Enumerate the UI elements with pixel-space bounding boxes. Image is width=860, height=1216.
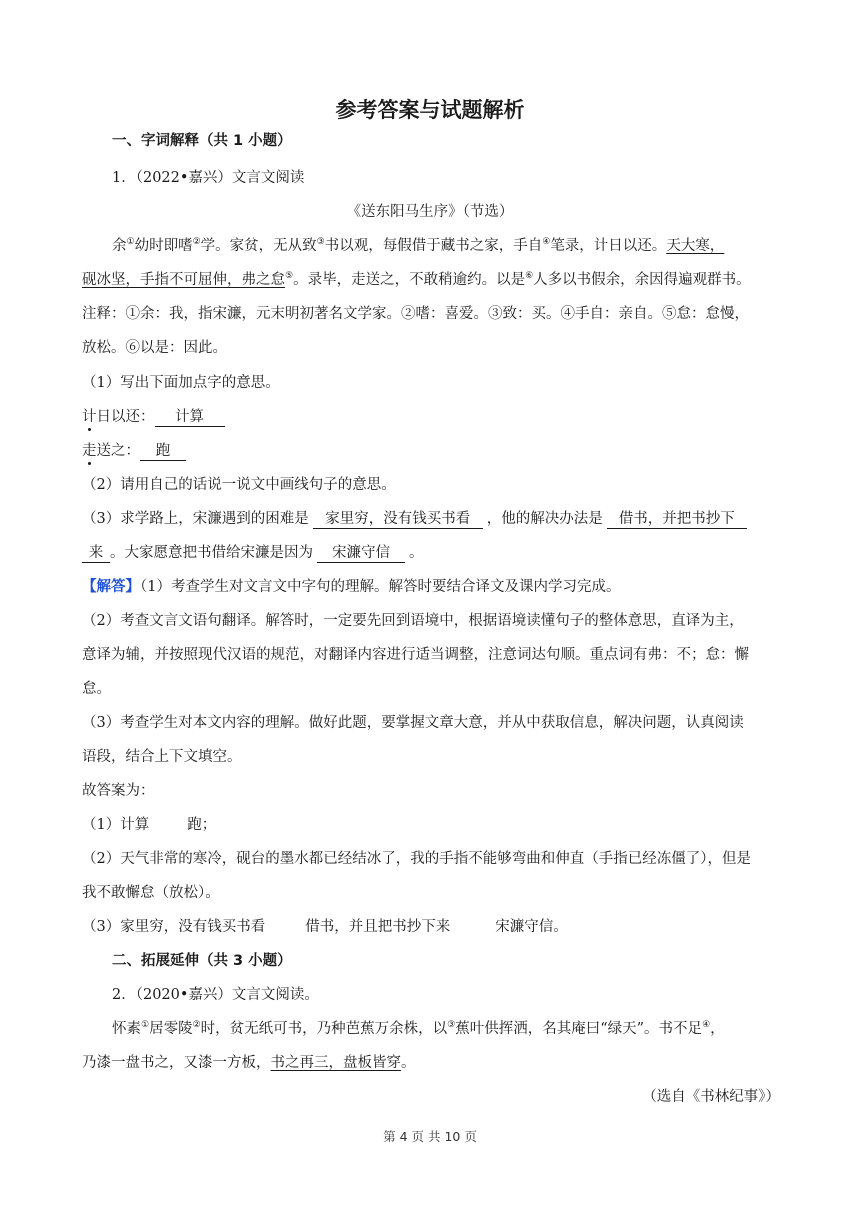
q2-passage-line-1: 怀素①居零陵②时，贫无纸可书，乃种芭蕉万余株，以③蕉叶供挥洒，名其庵曰“绿天”。书不足④， (112, 1020, 725, 1037)
sub-question-3-line-2: 来 。大家愿意把书借给宋濂是因为 宋濂守信 。 (82, 543, 782, 563)
question-1-stem: 1．（2022•嘉兴）文言文阅读 (112, 170, 305, 186)
underlined-sentence: 书之再三，盘板皆穿 (270, 1055, 401, 1071)
footnote-marker: ③ (316, 237, 325, 247)
section-heading-1: 一、字词解释（共 1 小题） (112, 133, 292, 149)
analysis-line-3: 意译为辅，并按照现代汉语的规范，对翻译内容进行适当调整，注意词达句顺。重点词有弗：不；怠：懈 (82, 647, 749, 663)
passage-title: 《送东阳马生序》（节选） (346, 204, 514, 220)
answer-blank: 宋濂守信 (317, 544, 405, 563)
footnote-marker: ③ (447, 1020, 456, 1030)
footnote-marker: ① (141, 1020, 150, 1030)
dotted-char: 计 (82, 409, 97, 425)
q2-source: （选自《书林纪事》） (642, 1089, 780, 1105)
sub-question-3-line-1: （3）求学路上，宋濂遇到的困难是 家里穷，没有钱买书看 ，他的解决办法是 借书，并把书抄下 (82, 509, 782, 529)
answer-blank: 计算 (155, 408, 225, 427)
answer-line-1: （1）计算 跑； (82, 817, 217, 833)
answer-label: 故答案为： (82, 783, 155, 799)
footnote-marker: ④ (542, 237, 551, 247)
underlined-sentence: 砚冰坚，手指不可屈伸，弗之怠 (82, 272, 285, 288)
vocab-item-1: 计日以还： 计算 (82, 407, 782, 427)
sub-question-1: （1）写出下面加点字的意思。 (82, 375, 280, 391)
answer-line-3: 我不敢懈怠（放松）。 (82, 885, 220, 901)
footnote-marker: ② (192, 1020, 201, 1030)
page-title: 参考答案与试题解析 (335, 98, 525, 122)
analysis-line-5: （3）考查学生对本文内容的理解。做好此题，要掌握文章大意，并从中获取信息，解决问题，认真阅读 (82, 715, 744, 731)
page-footer: 第 4 页 共 10 页 (383, 1129, 477, 1144)
underlined-sentence: 天大寒， (666, 238, 725, 254)
passage-line-2: 砚冰坚，手指不可屈伸，弗之怠⑤。录毕，走送之，不敢稍逾约。以是⑥人多以书假余，余因得遍观群书。 (82, 271, 751, 288)
answer-blank: 借书，并把书抄下 (607, 510, 747, 529)
dotted-char: 走 (82, 443, 97, 459)
analysis-line-6: 语段，结合上下文填空。 (82, 749, 242, 765)
q2-passage-line-2: 乃漆一盘书之，又漆一方板，书之再三，盘板皆穿。 (82, 1055, 416, 1071)
sub-question-2: （2）请用自己的话说一说文中画线句子的意思。 (82, 477, 396, 493)
footnote-marker: ② (192, 237, 201, 247)
section-heading-2: 二、拓展延伸（共 3 小题） (112, 953, 292, 969)
analysis-line-4: 怠。 (82, 681, 111, 697)
vocab-item-2: 走送之： 跑 (82, 441, 782, 461)
passage-line-1: 余①幼时即嗜②学。家贫，无从致③书以观，每假借于藏书之家，手自④笔录，计日以还。天大寒， (112, 237, 725, 254)
footnote-marker: ④ (702, 1020, 711, 1030)
analysis-line-1: 【解答】（1）考查学生对文言文中字句的理解。解答时要结合译文及课内学习完成。 (82, 579, 621, 595)
footnote-marker: ⑥ (525, 271, 534, 281)
answer-line-2: （2）天气非常的寒冷，砚台的墨水都已经结冰了，我的手指不能够弯曲和伸直（手指已经冻僵了），但是 (82, 851, 751, 867)
footnote-marker: ⑤ (285, 271, 294, 281)
notes-line-1: 注释：①余：我，指宋濂，元末明初著名文学家。②嗜：喜爱。③致：买。④手自：亲自。⑤怠：怠慢， (82, 306, 749, 322)
answer-blank: 来 (82, 544, 110, 563)
answer-blank: 家里穷，没有钱买书看 (313, 510, 483, 529)
analysis-line-2: （2）考查文言文语句翻译。解答时，一定要先回到语境中，根据语境读懂句子的整体意思，直译为主， (82, 613, 744, 629)
footnote-marker: ① (126, 237, 135, 247)
question-2-stem: 2．（2020•嘉兴）文言文阅读。 (112, 987, 319, 1003)
answer-tag: 【解答】 (82, 579, 140, 595)
notes-line-2: 放松。⑥以是：因此。 (82, 340, 227, 356)
answer-blank: 跑 (140, 442, 186, 461)
answer-line-4: （3）家里穷，没有钱买书看 借书，并且把书抄下来 宋濂守信。 (82, 919, 568, 935)
